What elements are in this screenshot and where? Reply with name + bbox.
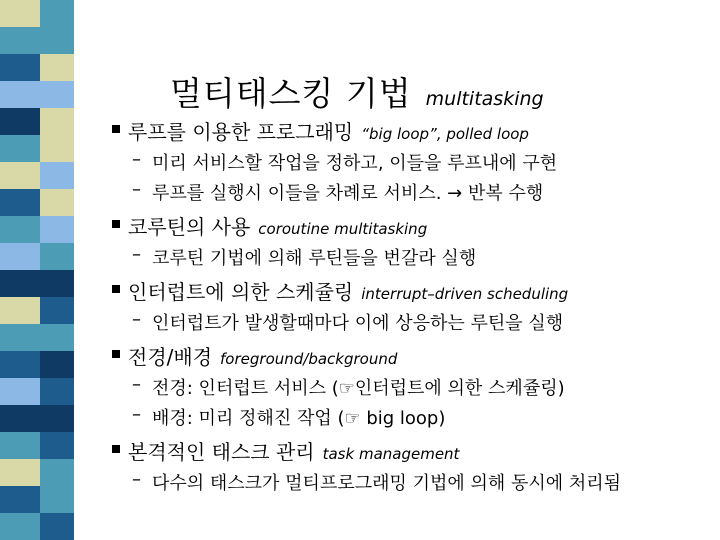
square-bullet-icon (112, 220, 120, 228)
square-bullet-icon (112, 445, 120, 453)
sub-item-text: 전경: 인터럽트 서비스 (☞인터럽트에 의한 스케쥴링) (152, 378, 565, 399)
strip-block (0, 297, 40, 324)
sub-item-text: 루프를 실행시 이들을 차례로 서비스. → 반복 수행 (152, 183, 544, 204)
slide-title (170, 68, 544, 115)
section-heading (112, 116, 712, 145)
strip-block (40, 162, 74, 189)
title-english: multitasking (425, 88, 544, 110)
strip-block (40, 432, 74, 459)
strip-block (40, 270, 74, 297)
strip-block (40, 486, 74, 513)
strip-block (40, 189, 74, 216)
strip-block (0, 135, 40, 162)
strip-block (40, 378, 74, 405)
heading-english: “big loop”, polled loop (361, 125, 529, 143)
section-heading (112, 276, 712, 305)
strip-block (0, 513, 40, 540)
heading-english: foreground/background (220, 350, 398, 368)
heading-korean: 코루틴의 사용 (128, 215, 251, 239)
square-bullet-icon (112, 350, 120, 358)
strip-block (40, 459, 74, 486)
strip-block (0, 243, 40, 270)
slide-content (112, 116, 712, 495)
strip-block (40, 54, 74, 81)
strip-block (0, 486, 40, 513)
square-bullet-icon (112, 125, 120, 133)
sub-item-text: 인터럽트가 발생할때마다 이에 상응하는 루틴을 실행 (152, 313, 564, 334)
strip-block (0, 459, 40, 486)
title-korean: 멀티태스킹 기법 (170, 74, 412, 113)
strip-block (0, 216, 40, 243)
strip-block (40, 297, 74, 324)
square-bullet-icon (112, 285, 120, 293)
strip-block (0, 432, 40, 459)
sub-item-text: 코루틴 기법에 의해 루틴들을 번갈라 실행 (152, 248, 477, 269)
heading-korean: 루프를 이용한 프로그래밍 (128, 120, 354, 144)
sub-item-text: 미리 서비스할 작업을 정하고, 이들을 루프내에 구현 (152, 153, 558, 174)
decorative-color-strip (0, 0, 74, 540)
strip-block (40, 27, 74, 54)
heading-english: interrupt–driven scheduling (361, 285, 569, 303)
sub-item: – 인터럽트가 발생할때마다 이에 상응하는 루틴을 실행 (132, 309, 564, 334)
strip-block (0, 324, 40, 351)
section-heading (112, 211, 712, 240)
sub-item: – 다수의 태스크가 멀티프로그래밍 기법에 의해 동시에 처리됨 (132, 469, 622, 494)
strip-block (0, 189, 40, 216)
sub-item: – 코루틴 기법에 의해 루틴들을 번갈라 실행 (132, 244, 477, 269)
strip-block (40, 216, 74, 243)
strip-block (40, 135, 74, 162)
strip-block (40, 513, 74, 540)
strip-block (40, 405, 74, 432)
strip-block (0, 351, 40, 378)
sub-item: – 배경: 미리 정해진 작업 (☞ big loop) (132, 404, 446, 429)
strip-block (0, 54, 40, 81)
section-heading (112, 436, 712, 465)
strip-block (0, 270, 40, 297)
strip-block (0, 108, 40, 135)
heading-korean: 인터럽트에 의한 스케쥴링 (128, 280, 354, 304)
strip-block (40, 324, 74, 351)
strip-block (40, 81, 74, 108)
sub-item-text: 배경: 미리 정해진 작업 (☞ big loop) (152, 408, 446, 429)
strip-block (0, 0, 40, 27)
heading-english: task management (322, 445, 460, 463)
heading-korean: 본격적인 태스크 관리 (128, 440, 315, 464)
strip-block (0, 162, 40, 189)
strip-block (40, 108, 74, 135)
sub-item-text: 다수의 태스크가 멀티프로그래밍 기법에 의해 동시에 처리됨 (152, 473, 622, 494)
sub-item: – 미리 서비스할 작업을 정하고, 이들을 루프내에 구현 (132, 149, 558, 174)
strip-block (0, 81, 40, 108)
section-heading (112, 341, 712, 370)
strip-block (40, 351, 74, 378)
sub-item: – 루프를 실행시 이들을 차례로 서비스. → 반복 수행 (132, 179, 544, 204)
strip-block (0, 405, 40, 432)
heading-english: coroutine multitasking (258, 220, 428, 238)
strip-block (0, 378, 40, 405)
sub-item: – 전경: 인터럽트 서비스 (☞인터럽트에 의한 스케쥴링) (132, 374, 565, 399)
heading-korean: 전경/배경 (128, 345, 213, 369)
strip-block (0, 27, 40, 54)
strip-block (40, 243, 74, 270)
strip-block (40, 0, 74, 27)
